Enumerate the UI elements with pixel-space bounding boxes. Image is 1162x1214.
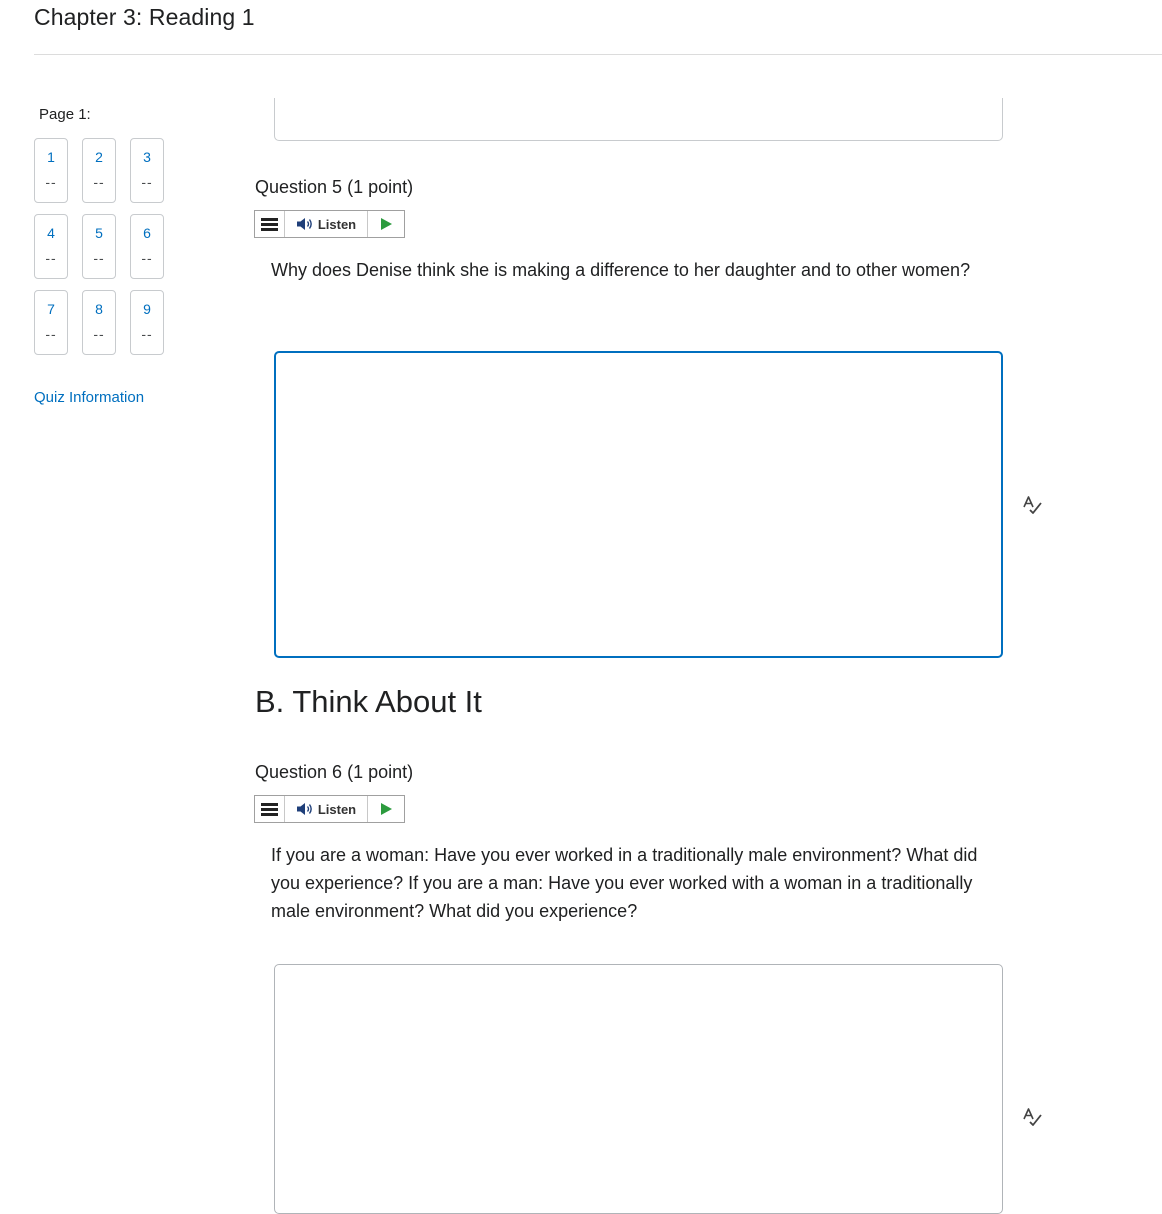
question-nav-status: -- — [93, 250, 105, 266]
question-5-answer-field[interactable] — [274, 351, 1003, 658]
question-nav-7[interactable] — [34, 290, 68, 355]
question-nav-status: -- — [141, 174, 153, 190]
menu-icon[interactable] — [255, 796, 285, 822]
listen-label: Listen — [317, 801, 357, 817]
quiz-information-link[interactable]: Quiz Information — [34, 389, 145, 406]
question-5-heading — [255, 177, 413, 198]
question-nav-number: 3 — [143, 149, 151, 165]
question-6-heading — [255, 762, 413, 783]
question-nav-status: -- — [141, 326, 153, 342]
question-nav-8[interactable] — [82, 290, 116, 355]
title-divider — [34, 54, 1162, 55]
play-icon — [381, 218, 392, 230]
question-nav-3[interactable] — [130, 138, 164, 203]
listen-button[interactable] — [285, 796, 368, 822]
listen-toolbar-q5 — [254, 210, 405, 238]
section-b-title: B. Think About It — [255, 684, 482, 719]
question-nav-number: 2 — [95, 149, 103, 165]
question-6-points: (1 point) — [347, 762, 414, 782]
question-nav-status: -- — [45, 250, 57, 266]
question-nav-1[interactable] — [34, 138, 68, 203]
question-nav-5[interactable] — [82, 214, 116, 279]
speaker-icon — [296, 217, 314, 231]
question-nav-number: 4 — [47, 225, 55, 241]
question-nav-grid — [34, 138, 168, 355]
question-nav-status: -- — [93, 326, 105, 342]
listen-button[interactable] — [285, 211, 368, 237]
question-6-answer-field[interactable] — [274, 964, 1003, 1214]
spellcheck-icon[interactable] — [1021, 495, 1043, 515]
question-nav-number: 8 — [95, 301, 103, 317]
question-5-title: Question 5 — [255, 177, 343, 197]
question-nav-number: 9 — [143, 301, 151, 317]
question-6-title: Question 6 — [255, 762, 343, 782]
question-nav-status: -- — [93, 174, 105, 190]
play-button[interactable] — [368, 211, 404, 237]
question-6-text: If you are a woman: Have you ever worked in a traditionally male environment? What did you experience? If you are a man: Have you ever worked with a woman in a traditionally male environment? What did you experience? — [271, 845, 978, 921]
menu-icon[interactable] — [255, 211, 285, 237]
question-nav-6[interactable] — [130, 214, 164, 279]
question-nav-status: -- — [141, 250, 153, 266]
play-icon — [381, 803, 392, 815]
question-nav-2[interactable] — [82, 138, 116, 203]
page-title: Chapter 3: Reading 1 — [34, 4, 255, 30]
question-nav-number: 6 — [143, 225, 151, 241]
play-button[interactable] — [368, 796, 404, 822]
question-nav-number: 5 — [95, 225, 103, 241]
question-nav-number: 1 — [47, 149, 55, 165]
spellcheck-icon[interactable] — [1021, 1107, 1043, 1127]
speaker-icon — [296, 802, 314, 816]
question-nav-status: -- — [45, 174, 57, 190]
question-nav-9[interactable] — [130, 290, 164, 355]
page-label: Page 1: — [39, 106, 91, 123]
listen-toolbar-q6 — [254, 795, 405, 823]
listen-label: Listen — [317, 216, 357, 232]
question-nav-status: -- — [45, 326, 57, 342]
previous-answer-box[interactable] — [274, 98, 1003, 141]
question-nav-number: 7 — [47, 301, 55, 317]
question-5-text: Why does Denise think she is making a difference to her daughter and to other women? — [271, 260, 971, 280]
question-5-points: (1 point) — [347, 177, 414, 197]
question-nav-4[interactable] — [34, 214, 68, 279]
